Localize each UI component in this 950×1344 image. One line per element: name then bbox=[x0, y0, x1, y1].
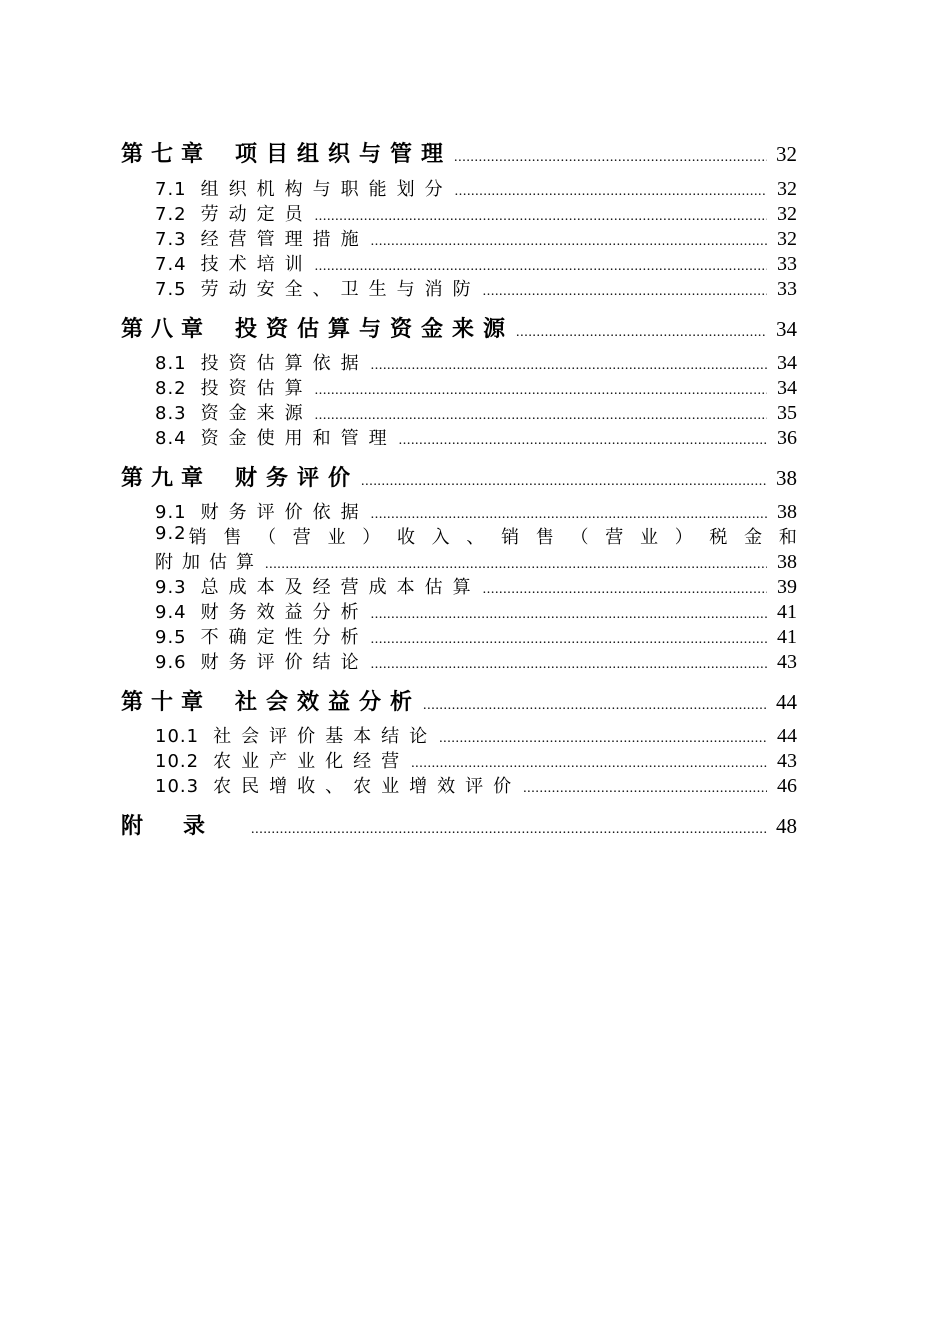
page-number: 32 bbox=[776, 142, 797, 166]
chapter-title: 社会效益分析 bbox=[235, 690, 422, 715]
section-title: 投资估算依据 bbox=[200, 353, 369, 374]
dot-leader bbox=[371, 657, 767, 673]
section-entry-continuation[interactable] bbox=[155, 548, 797, 574]
page-number: 33 bbox=[777, 253, 797, 275]
page-number: 44 bbox=[777, 725, 797, 747]
page-number: 39 bbox=[777, 576, 797, 598]
section-number: 9.1 bbox=[155, 502, 187, 523]
section-entry[interactable] bbox=[155, 772, 797, 798]
chapter-title: 财务评价 bbox=[235, 466, 360, 491]
section-entry[interactable] bbox=[155, 722, 797, 748]
dot-leader bbox=[361, 474, 767, 490]
chapter-number: 第九章 bbox=[121, 466, 212, 491]
section-number: 9.6 bbox=[155, 652, 187, 673]
page-number: 33 bbox=[777, 278, 797, 300]
dot-leader bbox=[455, 184, 767, 200]
section-number: 7.5 bbox=[155, 279, 187, 300]
section-number: 10.2 bbox=[155, 751, 200, 772]
section-title: 经营管理措施 bbox=[200, 229, 369, 250]
section-entry[interactable] bbox=[155, 200, 797, 226]
dot-leader bbox=[411, 756, 767, 772]
section-entry[interactable] bbox=[155, 747, 797, 773]
chapter-number: 第十章 bbox=[121, 690, 212, 715]
chapter-title: 投资估算与资金来源 bbox=[235, 317, 515, 342]
dot-leader bbox=[399, 433, 767, 449]
section-title: 财务评价依据 bbox=[200, 502, 369, 523]
section-title: 总成本及经营成本估算 bbox=[200, 577, 481, 598]
dot-leader bbox=[523, 781, 767, 797]
section-title: 资金来源 bbox=[200, 403, 313, 424]
section-entry[interactable] bbox=[155, 498, 797, 524]
section-entry[interactable] bbox=[155, 250, 797, 276]
chapter-entry[interactable] bbox=[121, 685, 797, 716]
section-title-line bbox=[155, 523, 797, 549]
section-title: 社会评价基本结论 bbox=[213, 726, 438, 747]
page-number: 32 bbox=[777, 203, 797, 225]
section-title: 不确定性分析 bbox=[200, 627, 369, 648]
page-number: 41 bbox=[777, 626, 797, 648]
chapter-entry[interactable] bbox=[121, 461, 797, 492]
dot-leader bbox=[315, 408, 767, 424]
dot-leader bbox=[371, 358, 767, 374]
section-title: 劳动安全、卫生与消防 bbox=[200, 279, 481, 300]
chapter-entry[interactable] bbox=[121, 312, 797, 343]
chapter-entry[interactable] bbox=[121, 137, 797, 168]
section-entry[interactable] bbox=[155, 623, 797, 649]
dot-leader bbox=[516, 325, 767, 341]
page-number: 43 bbox=[777, 750, 797, 772]
section-number: 7.1 bbox=[155, 179, 187, 200]
section-number: 7.2 bbox=[155, 204, 187, 225]
page-number: 36 bbox=[777, 427, 797, 449]
dot-leader bbox=[439, 731, 767, 747]
section-number: 9.2 bbox=[155, 523, 187, 544]
section-number: 7.4 bbox=[155, 254, 187, 275]
section-number: 10.1 bbox=[155, 726, 200, 747]
dot-leader bbox=[371, 234, 767, 250]
section-title: 劳动定员 bbox=[200, 204, 313, 225]
section-entry[interactable] bbox=[155, 573, 797, 599]
chapter-entry[interactable] bbox=[121, 809, 797, 840]
section-title: 财务评价结论 bbox=[200, 652, 369, 673]
dot-leader bbox=[423, 698, 767, 714]
section-number: 8.2 bbox=[155, 378, 187, 399]
dot-leader bbox=[265, 557, 767, 573]
page-number: 44 bbox=[776, 690, 797, 714]
section-number: 8.3 bbox=[155, 403, 187, 424]
section-number: 10.3 bbox=[155, 776, 200, 797]
section-entry[interactable] bbox=[155, 374, 797, 400]
chapter-title: 项目组织与管理 bbox=[235, 142, 453, 167]
page-number: 32 bbox=[777, 228, 797, 250]
section-number: 8.1 bbox=[155, 353, 187, 374]
page-number: 43 bbox=[777, 651, 797, 673]
section-entry[interactable] bbox=[155, 175, 797, 201]
page-number: 32 bbox=[777, 178, 797, 200]
dot-leader bbox=[315, 259, 767, 275]
section-title: 财务效益分析 bbox=[200, 602, 369, 623]
dot-leader bbox=[371, 607, 767, 623]
dot-leader bbox=[454, 150, 767, 166]
dot-leader bbox=[371, 632, 767, 648]
section-entry[interactable] bbox=[155, 424, 797, 450]
page-number: 38 bbox=[776, 466, 797, 490]
section-number: 9.4 bbox=[155, 602, 187, 623]
section-title: 农民增收、农业增效评价 bbox=[213, 776, 522, 797]
chapter-number: 第八章 bbox=[121, 317, 212, 342]
section-title: 技术培训 bbox=[200, 254, 313, 275]
section-entry[interactable] bbox=[155, 598, 797, 624]
section-title: 组织机构与职能划分 bbox=[200, 179, 453, 200]
page-number: 41 bbox=[777, 601, 797, 623]
section-number: 9.3 bbox=[155, 577, 187, 598]
page-number: 34 bbox=[777, 377, 797, 399]
section-number: 8.4 bbox=[155, 428, 187, 449]
section-entry[interactable] bbox=[155, 399, 797, 425]
chapter-number: 附录 bbox=[121, 814, 246, 839]
section-entry[interactable] bbox=[155, 648, 797, 674]
section-title: 投资估算 bbox=[200, 378, 313, 399]
section-number: 7.3 bbox=[155, 229, 187, 250]
section-entry[interactable] bbox=[155, 349, 797, 375]
section-entry[interactable] bbox=[155, 523, 797, 549]
section-title: 农业产业化经营 bbox=[213, 751, 410, 772]
section-entry[interactable] bbox=[155, 275, 797, 301]
dot-leader bbox=[483, 284, 767, 300]
section-entry[interactable] bbox=[155, 225, 797, 251]
dot-leader bbox=[483, 582, 767, 598]
page-number: 35 bbox=[777, 402, 797, 424]
dot-leader bbox=[251, 822, 767, 838]
section-title: 销 售 （ 营 业 ） 收 入 、 销 售 （ 营 业 ） 税 金 和 bbox=[188, 527, 797, 548]
dot-leader bbox=[315, 383, 767, 399]
page-number: 48 bbox=[776, 814, 797, 838]
page-number: 38 bbox=[777, 501, 797, 523]
page-number: 34 bbox=[776, 317, 797, 341]
dot-leader bbox=[371, 507, 767, 523]
page-number: 46 bbox=[777, 775, 797, 797]
page-number: 34 bbox=[777, 352, 797, 374]
section-title: 资金使用和管理 bbox=[200, 428, 397, 449]
page-number: 38 bbox=[777, 551, 797, 573]
section-number: 9.5 bbox=[155, 627, 187, 648]
section-title-continuation: 附加估算 bbox=[155, 552, 263, 573]
chapter-number: 第七章 bbox=[121, 142, 212, 167]
dot-leader bbox=[315, 209, 767, 225]
